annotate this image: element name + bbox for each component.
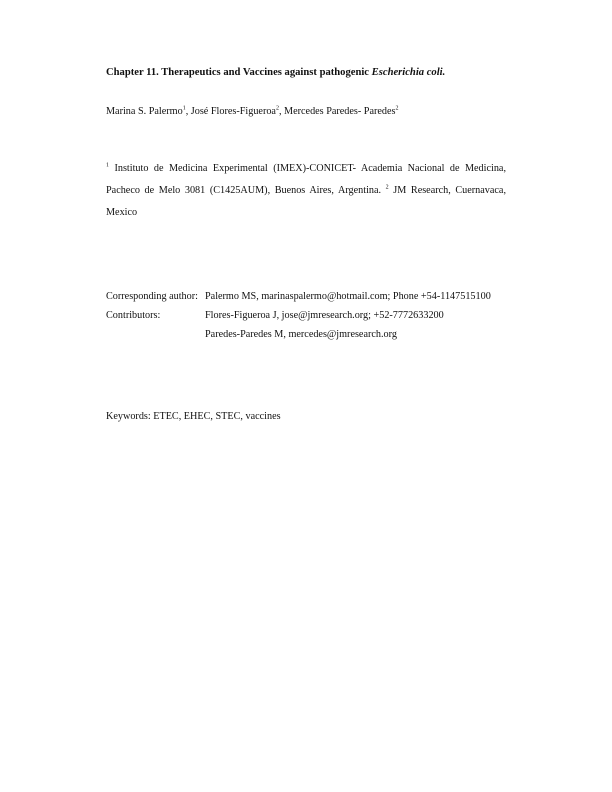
title-period: . — [442, 67, 446, 78]
chapter-title — [106, 66, 445, 80]
corresponding-author-value: Palermo MS, marinaspalermo@hotmail.com; Phone +54-1147515100 — [205, 291, 491, 302]
author-separator: , — [185, 106, 191, 117]
corresponding-author-label: Corresponding author: — [106, 291, 198, 302]
author-name: José Flores-Figueroa — [190, 106, 276, 117]
affiliation-text: JM Research, Cuernavaca, Mexico — [106, 185, 507, 218]
keywords-line: Keywords: ETEC, EHEC, STEC, vaccines — [106, 411, 281, 422]
author-affiliation-mark: 1 — [182, 105, 186, 112]
affiliation-text: Instituto de Medicina Experimental (IMEX)-CONICET- Academia Nacional de Medicina, Pacheco de Melo 3081 (C1425AUM), Buenos Aires, Argentina. — [106, 163, 506, 196]
author-affiliation-mark: 2 — [395, 105, 399, 112]
correspondence-block — [106, 287, 526, 344]
contributors-row — [106, 306, 526, 325]
contributor-entry: Flores-Figueroa J, jose@jmresearch.org; +52-7772633200 — [205, 310, 444, 321]
corresponding-author-row — [106, 287, 526, 306]
title-text: Chapter 11. Therapeutics and Vaccines against pathogenic — [106, 67, 372, 78]
contributors-label-spacer — [106, 325, 205, 344]
author-separator: , — [278, 106, 285, 117]
author-name: Marina S. Palermo — [106, 106, 183, 117]
contributors-row — [106, 325, 526, 344]
title-organism: Escherichia coli — [371, 67, 443, 78]
affiliations-paragraph — [106, 158, 506, 224]
contributor-entry: Paredes-Paredes M, mercedes@jmresearch.org — [205, 329, 397, 340]
author-name: Mercedes Paredes- Paredes — [284, 106, 396, 117]
author-list — [106, 105, 399, 119]
affiliation-mark: 2 — [385, 184, 389, 191]
contributors-label: Contributors: — [106, 310, 161, 321]
affiliation-mark: 1 — [106, 162, 109, 169]
author-affiliation-mark: 2 — [275, 105, 279, 112]
